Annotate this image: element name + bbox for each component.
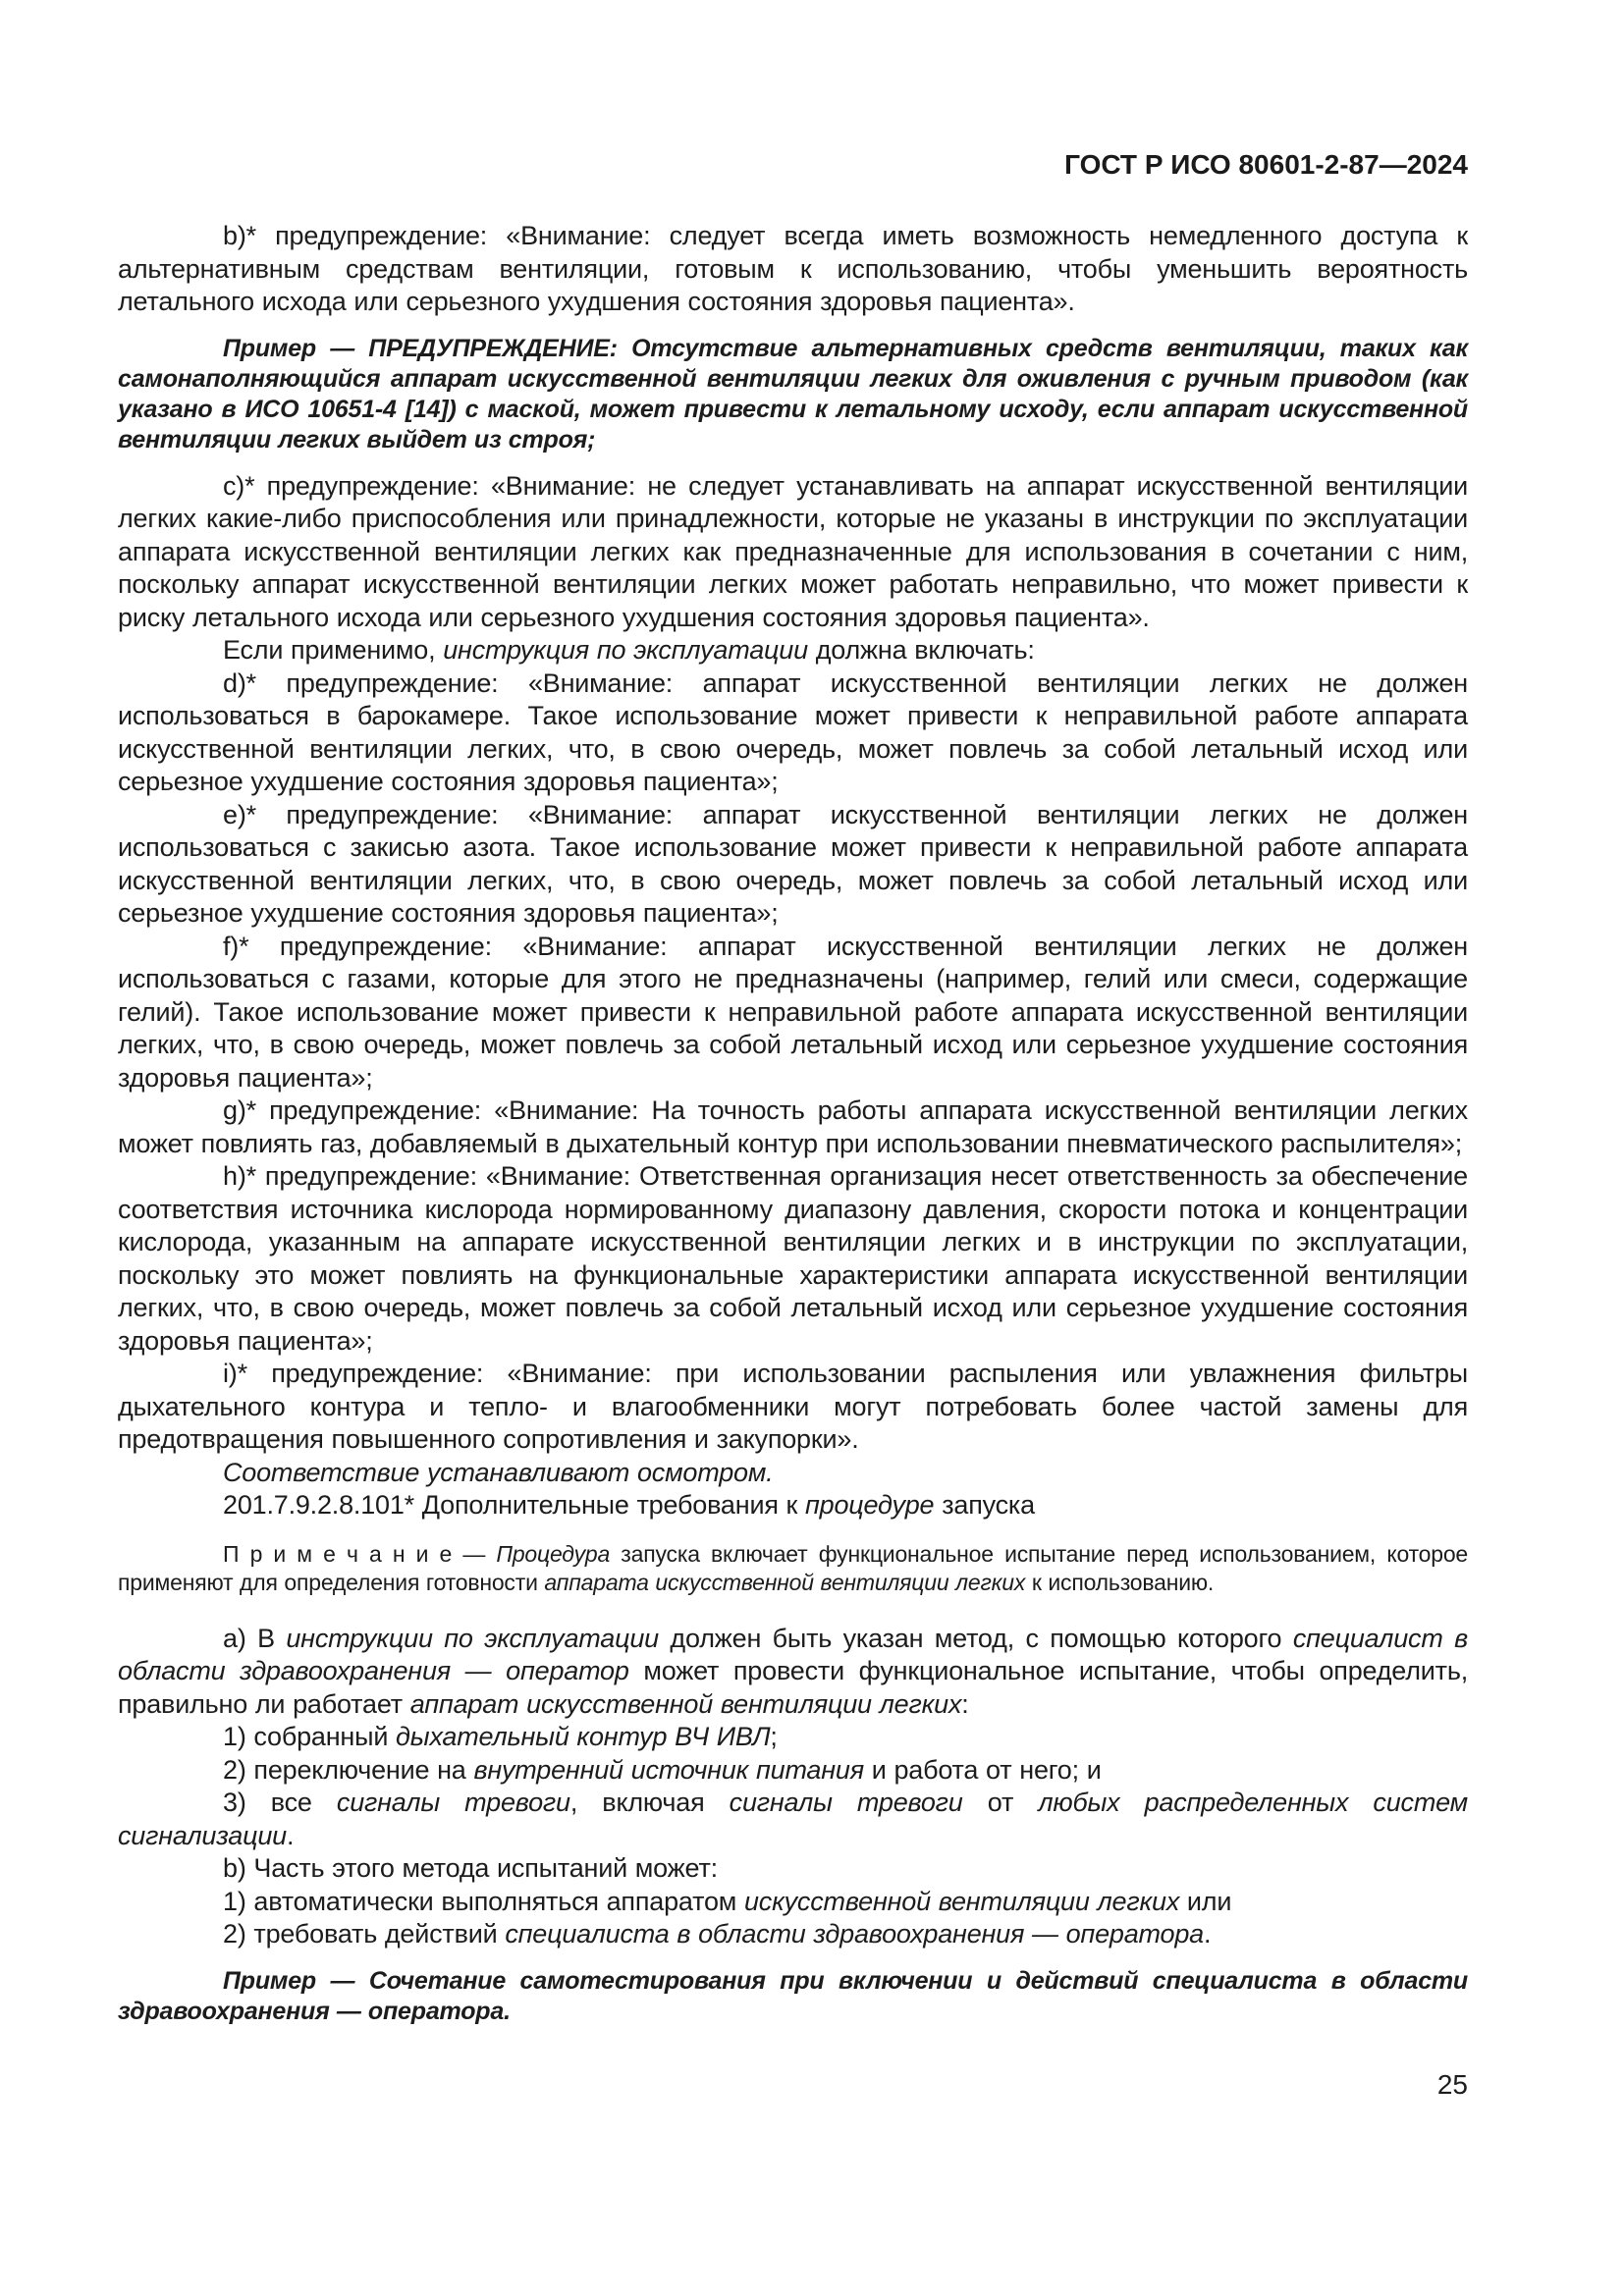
italic-term: инструкции по эксплуатации [286,1623,659,1653]
paragraph-item-b [118,1852,1468,1886]
paragraph-item-a [118,1623,1468,1722]
paragraph-item-a-1 [118,1721,1468,1754]
paragraph-example-2 [118,1966,1468,2027]
paragraph-compliance-statement [118,1457,1468,1490]
text-run: i)* предупреждение: «Внимание: при использовании распыления или увлажнения фильтры дыхательного контура и тепло- и влагообменники могут потребовать более частой замены для предотвращения повышенного сопротивления и закупорки». [118,1359,1468,1454]
text-run: 2) требовать действий [223,1919,506,1949]
paragraph-warning-f [118,931,1468,1095]
text-run: b)* предупреждение: «Внимание: следует всегда иметь возможность немедленного доступа к альтернативным средствам вентиляции, готовым к использованию, чтобы уменьшить вероятность летального исхода или серьезного ухудшения состояния здоровья пациента». [118,221,1468,316]
paragraph-subclause-title [118,1489,1468,1522]
italic-term: искусственной вентиляции легких [743,1886,1180,1916]
text-run: П р и м е ч а н и е — [223,1540,497,1567]
text-run: Если применимо, [223,635,444,665]
text-run: , включая [569,1788,730,1817]
paragraph-warning-h [118,1160,1468,1358]
text-run: ; [770,1722,778,1751]
text-run: должна включать: [807,635,1035,665]
paragraph-item-a-2 [118,1754,1468,1788]
text-run: f)* предупреждение: «Внимание: аппарат искусственной вентиляции легких не должен использоваться с газами, которые для этого не предназначены (например, гелий или смеси, содержащие гелий). Такое использование может привести к неправильной работе аппарата искусственной вентиляции легких, что, в свою очередь, может повлечь за собой летальный исход или серьезное ухудшение состояния здоровья пациента»; [118,931,1468,1093]
text-run: 1) автоматически выполняться аппаратом [223,1886,744,1916]
text-run: должен быть указан метод, с помощью которого [658,1623,1293,1653]
text-run: : [961,1688,969,1719]
text-run: запуска включает функциональное испытание перед использованием, которое применяют для определения готовности [118,1540,1469,1595]
text-run: может провести функциональное испытание, чтобы определить, правильно ли работает [118,1656,1468,1719]
italic-term: специалист в области здравоохранения — оператор [118,1623,1468,1685]
text-run: и работа от него; и [863,1754,1102,1785]
italic-term: Соответствие устанавливают осмотром. [223,1457,774,1487]
paragraph-warning-b [118,220,1468,319]
text-run: c)* предупреждение: «Внимание: не следует устанавливать на аппарат искусственной вентиляции легких какие-либо приспособления или принадлежности, которые не указаны в инструкции по эксплуатации аппарата искусственной вентиляции легких как предназначенные для использования в сочетании с ним, поскольку аппарат искусственной вентиляции легких может работать неправильно, что может привести к риску летального исхода или серьезного ухудшения состояния здоровья пациента». [118,470,1468,632]
text-run: 201.7.9.2.8.101* Дополнительные требования к [223,1490,805,1520]
italic-term: аппарат искусственной вентиляции легких [409,1688,962,1719]
paragraph-item-b-1 [118,1886,1468,1919]
text-run: 1) собранный [223,1722,397,1751]
text-run: запуска [934,1490,1035,1520]
text-run: или [1179,1886,1232,1916]
italic-term: любых распределенных систем сигнализации [118,1788,1468,1850]
text-run: 3) все [223,1788,337,1817]
paragraph-intro-instructions [118,634,1468,667]
text-run: e)* предупреждение: «Внимание: аппарат искусственной вентиляции легких не должен использоваться с закисью азота. Такое использование может привести к неправильной работе аппарата искусственной вентиляции легких, что, в свою очередь, может повлечь за собой летальный исход или серьезное ухудшение состояния здоровья пациента»; [118,799,1468,928]
italic-term: инструкция по эксплуатации [443,635,808,665]
text-run: g)* предупреждение: «Внимание: На точность работы аппарата искусственной вентиляции легких может повлиять газ, добавляемый в дыхательный контур при использовании пневматического распылителя»; [118,1095,1468,1158]
text-run: Пример — ПРЕДУПРЕЖДЕНИЕ: Отсутствие альтернативных средств вентиляции, таких как самонаполняющийся аппарат искусственной вентиляции легких для оживления с ручным приводом (как указано в ИСО 10651-4 [14]) с маской, может привести к летальному исходу, если аппарат искусственной вентиляции легких выйдет из строя; [118,334,1468,454]
text-run: h)* предупреждение: «Внимание: Ответственная организация несет ответственность за обеспечение соответствия источника кислорода нормированному диапазону давления, скорости потока и концентрации кислорода, указанным на аппарате искусственной вентиляции легких и в инструкции по эксплуатации, поскольку это может повлиять на функциональные характеристики аппарата искусственной вентиляции легких, что, в свою очередь, может повлечь за собой летальный исход или серьезное ухудшение состояния здоровья пациента»; [118,1161,1468,1356]
paragraph-item-a-3 [118,1787,1468,1852]
paragraph-warning-c [118,470,1468,635]
italic-term: внутренний источник питания [473,1754,864,1785]
document-body [118,220,1468,2042]
text-run: b) Часть этого метода испытаний может: [223,1853,718,1883]
text-run: . [286,1820,295,1850]
paragraph-warning-d [118,667,1468,799]
italic-term: процедуре [804,1490,935,1520]
paragraph-warning-g [118,1095,1468,1160]
paragraph-example-1 [118,334,1468,455]
text-run: к использованию. [1025,1569,1215,1595]
italic-term: дыхательный контур ВЧ ИВЛ [396,1722,771,1751]
paragraph-note-startup [118,1540,1468,1597]
italic-term: специалиста в области здравоохранения — оператора [505,1919,1204,1949]
italic-term: Процедура [496,1540,611,1567]
italic-term: аппарата искусственной вентиляции легких [544,1569,1026,1595]
paragraph-warning-i [118,1358,1468,1457]
page-number: 25 [1436,2069,1468,2100]
italic-term: сигналы тревоги [729,1788,963,1817]
document-number-header: ГОСТ Р ИСО 80601-2-87—2024 [1064,149,1468,180]
paragraph-warning-e [118,799,1468,931]
text-run: от [962,1788,1039,1817]
text-run: a) В [223,1623,287,1653]
text-run: 2) переключение на [223,1754,474,1785]
paragraph-item-b-2 [118,1918,1468,1951]
text-run: Пример — Сочетание самотестирования при включении и действий специалиста в области здравоохранения — оператора. [118,1966,1468,2025]
text-run: d)* предупреждение: «Внимание: аппарат искусственной вентиляции легких не должен использоваться в барокамере. Такое использование может привести к неправильной работе аппарата искусственной вентиляции легких, что, в свою очередь, может повлечь за собой летальный исход или серьезное ухудшение состояния здоровья пациента»; [118,667,1468,796]
text-run: . [1203,1919,1212,1949]
italic-term: сигналы тревоги [336,1788,570,1817]
